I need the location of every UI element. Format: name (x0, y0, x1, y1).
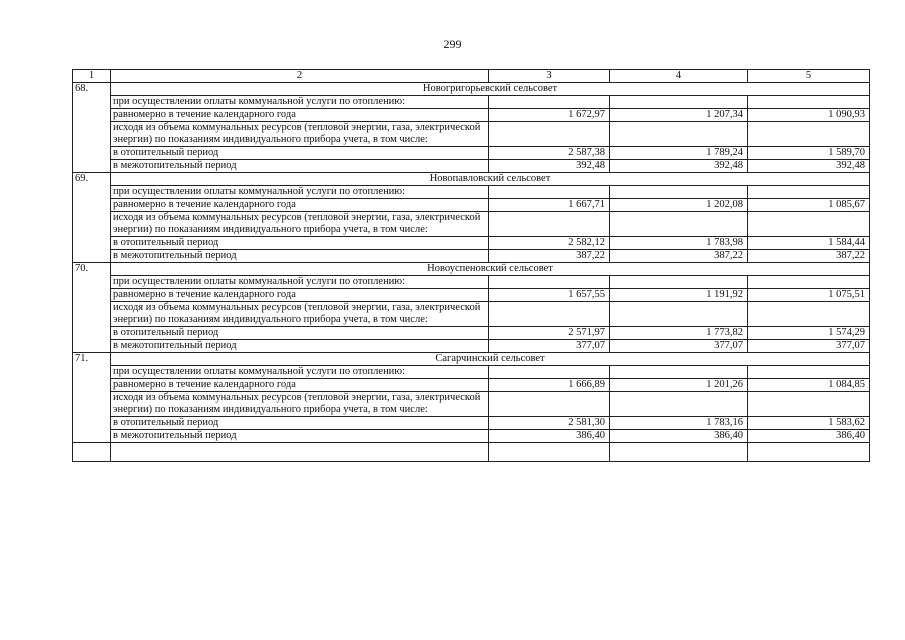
value-cell: 1 090,93 (748, 109, 870, 122)
value-cell: 1 574,29 (748, 327, 870, 340)
value-cell: 2 581,30 (489, 417, 610, 430)
value-cell (610, 276, 748, 289)
table-row (73, 212, 870, 237)
value-cell: 1 657,55 (489, 289, 610, 302)
table-row (73, 109, 870, 122)
value-cell: 386,40 (610, 430, 748, 443)
value-cell (748, 276, 870, 289)
value-cell: 377,07 (748, 340, 870, 353)
value-cell: 377,07 (610, 340, 748, 353)
value-cell: 1 207,34 (610, 109, 748, 122)
section-number: 71. (73, 353, 111, 443)
value-cell: 386,40 (748, 430, 870, 443)
value-cell (748, 96, 870, 109)
value-cell: 392,48 (489, 160, 610, 173)
table-row (73, 237, 870, 250)
header-cell: 4 (610, 70, 748, 83)
value-cell: 1 789,24 (610, 147, 748, 160)
value-cell (610, 186, 748, 199)
table-row (73, 96, 870, 109)
table-row (73, 289, 870, 302)
value-cell: 2 582,12 (489, 237, 610, 250)
row-description: при осуществлении оплаты коммунальной услуги по отоплению: (111, 96, 489, 109)
value-cell: 1 783,16 (610, 417, 748, 430)
value-cell (610, 302, 748, 327)
table-row (73, 302, 870, 327)
table-row (73, 430, 870, 443)
header-cell: 1 (73, 70, 111, 83)
table-row (73, 250, 870, 263)
section-title-row (73, 263, 870, 276)
value-cell: 1 667,71 (489, 199, 610, 212)
value-cell: 1 085,67 (748, 199, 870, 212)
row-description: равномерно в течение календарного года (111, 289, 489, 302)
table-row (73, 340, 870, 353)
empty-cell (610, 443, 748, 462)
value-cell: 2 587,38 (489, 147, 610, 160)
value-cell (748, 212, 870, 237)
table-row (73, 379, 870, 392)
section-title: Новопавловский сельсовет (111, 173, 870, 186)
table-row (73, 276, 870, 289)
value-cell (748, 186, 870, 199)
row-description: в межотопительный период (111, 340, 489, 353)
empty-cell (73, 443, 111, 462)
row-description: исходя из объема коммунальных ресурсов (тепловой энергии, газа, электрической энергии) по показаниям индивидуального прибора учета, в том числе: (111, 212, 489, 237)
table-row (73, 327, 870, 340)
table-row (73, 392, 870, 417)
row-description: при осуществлении оплаты коммунальной услуги по отоплению: (111, 276, 489, 289)
table-row (73, 417, 870, 430)
value-cell: 2 571,97 (489, 327, 610, 340)
table-header-row (73, 70, 870, 83)
value-cell: 1 584,44 (748, 237, 870, 250)
value-cell (489, 96, 610, 109)
value-cell: 377,07 (489, 340, 610, 353)
table-row (73, 147, 870, 160)
table-row (73, 366, 870, 379)
section-number: 69. (73, 173, 111, 263)
value-cell: 387,22 (489, 250, 610, 263)
table-row (73, 160, 870, 173)
value-cell (489, 122, 610, 147)
header-cell: 2 (111, 70, 489, 83)
value-cell: 1 084,85 (748, 379, 870, 392)
row-description: в отопительный период (111, 327, 489, 340)
row-description: исходя из объема коммунальных ресурсов (тепловой энергии, газа, электрической энергии) по показаниям индивидуального прибора учета, в том числе: (111, 302, 489, 327)
value-cell (489, 392, 610, 417)
value-cell: 387,22 (748, 250, 870, 263)
row-description: в межотопительный период (111, 250, 489, 263)
value-cell (610, 96, 748, 109)
row-description: исходя из объема коммунальных ресурсов (тепловой энергии, газа, электрической энергии) по показаниям индивидуального прибора учета, в том числе: (111, 122, 489, 147)
value-cell (748, 302, 870, 327)
value-cell: 1 666,89 (489, 379, 610, 392)
value-cell (489, 366, 610, 379)
value-cell: 1 202,08 (610, 199, 748, 212)
row-description: равномерно в течение календарного года (111, 199, 489, 212)
header-cell: 5 (748, 70, 870, 83)
empty-cell (748, 443, 870, 462)
value-cell (489, 276, 610, 289)
table-row (73, 443, 870, 462)
section-title: Новогригорьевский сельсовет (111, 83, 870, 96)
value-cell: 1 201,26 (610, 379, 748, 392)
section-number: 68. (73, 83, 111, 173)
value-cell: 1 773,82 (610, 327, 748, 340)
row-description: в отопительный период (111, 147, 489, 160)
value-cell: 386,40 (489, 430, 610, 443)
section-title: Новоуспеновский сельсовет (111, 263, 870, 276)
value-cell: 1 589,70 (748, 147, 870, 160)
section-number: 70. (73, 263, 111, 353)
value-cell: 392,48 (610, 160, 748, 173)
table-row (73, 199, 870, 212)
row-description: равномерно в течение календарного года (111, 109, 489, 122)
table-row (73, 186, 870, 199)
row-description: в межотопительный период (111, 430, 489, 443)
empty-cell (111, 443, 489, 462)
row-description: при осуществлении оплаты коммунальной услуги по отоплению: (111, 366, 489, 379)
value-cell: 392,48 (748, 160, 870, 173)
empty-cell (489, 443, 610, 462)
value-cell (610, 366, 748, 379)
row-description: при осуществлении оплаты коммунальной услуги по отоплению: (111, 186, 489, 199)
value-cell: 387,22 (610, 250, 748, 263)
value-cell: 1 583,62 (748, 417, 870, 430)
section-title-row (73, 83, 870, 96)
value-cell (489, 186, 610, 199)
value-cell (489, 212, 610, 237)
value-cell: 1 191,92 (610, 289, 748, 302)
value-cell (610, 392, 748, 417)
row-description: равномерно в течение календарного года (111, 379, 489, 392)
row-description: в отопительный период (111, 417, 489, 430)
value-cell: 1 075,51 (748, 289, 870, 302)
value-cell (610, 122, 748, 147)
section-title-row (73, 353, 870, 366)
value-cell (748, 392, 870, 417)
page-number: 299 (443, 37, 462, 51)
row-description: исходя из объема коммунальных ресурсов (тепловой энергии, газа, электрической энергии) по показаниям индивидуального прибора учета, в том числе: (111, 392, 489, 417)
value-cell (489, 302, 610, 327)
value-cell: 1 783,98 (610, 237, 748, 250)
value-cell (610, 212, 748, 237)
value-cell (748, 366, 870, 379)
section-title-row (73, 173, 870, 186)
table-row (73, 122, 870, 147)
value-cell (748, 122, 870, 147)
row-description: в отопительный период (111, 237, 489, 250)
tariff-table (72, 69, 870, 462)
section-title: Сагарчинский сельсовет (111, 353, 870, 366)
row-description: в межотопительный период (111, 160, 489, 173)
header-cell: 3 (489, 70, 610, 83)
value-cell: 1 672,97 (489, 109, 610, 122)
